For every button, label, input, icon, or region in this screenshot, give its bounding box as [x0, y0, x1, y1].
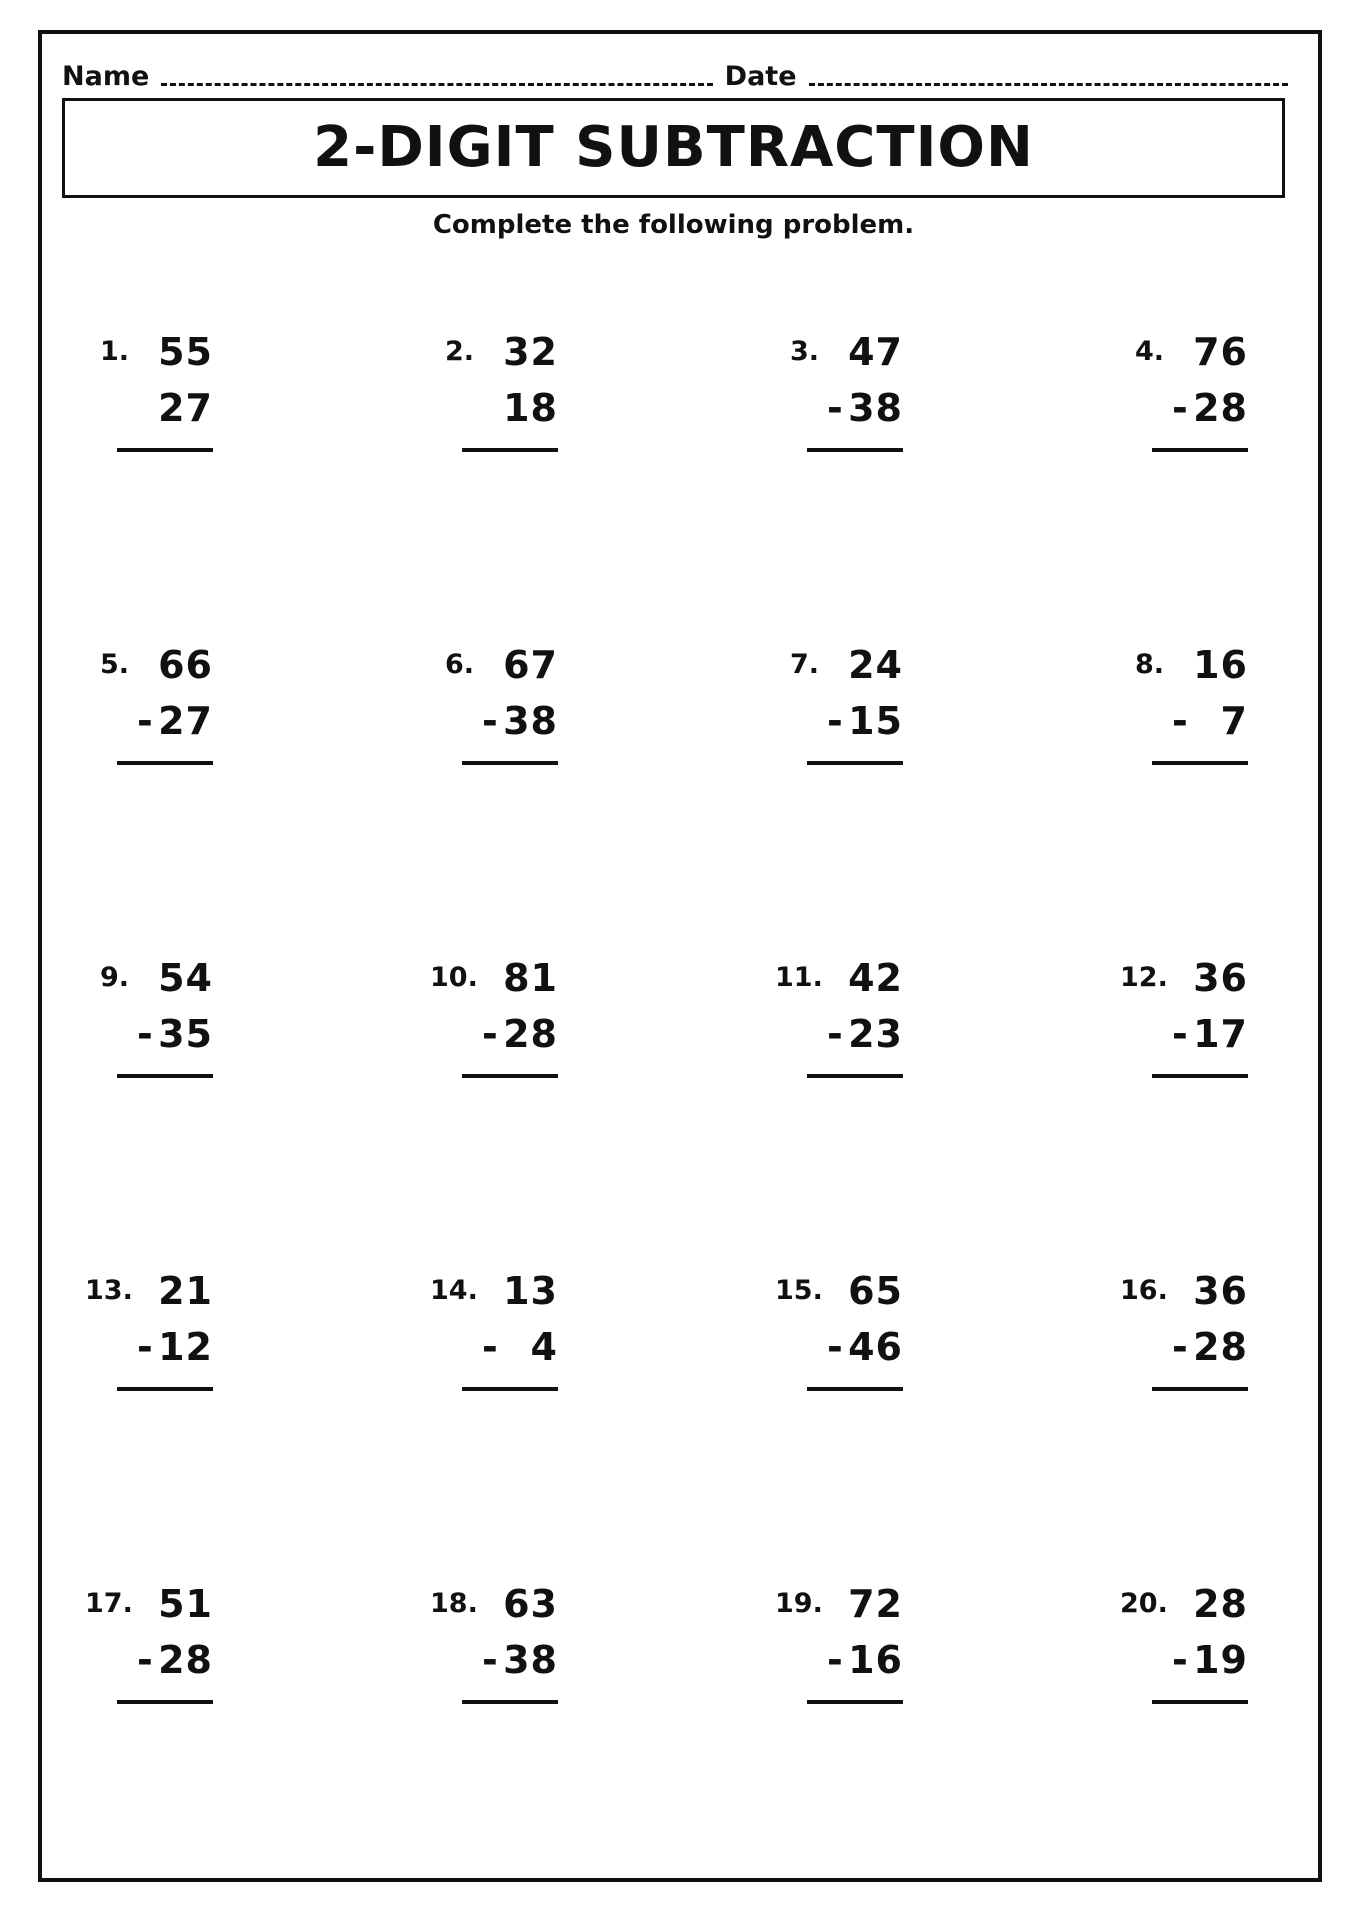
problem: [775, 643, 1120, 956]
answer-line[interactable]: [462, 1074, 558, 1078]
problem: [775, 1582, 1120, 1895]
subtrahend: 35: [158, 1012, 213, 1056]
subtrahend: 17: [1193, 1012, 1248, 1056]
answer-line[interactable]: [117, 1074, 213, 1078]
problem: [1120, 956, 1358, 1269]
subtrahend-row: [827, 1325, 903, 1377]
problem-work: [482, 643, 558, 765]
subtrahend-row: [1172, 1638, 1248, 1690]
problem: [85, 643, 430, 956]
minuend: 21: [158, 1269, 213, 1313]
subtrahend: 12: [158, 1325, 213, 1369]
answer-line[interactable]: [117, 761, 213, 765]
problem-number: 7.: [789, 649, 819, 680]
problem-number: 14.: [430, 1275, 478, 1306]
subtrahend: 28: [158, 1638, 213, 1682]
minuend: 65: [848, 1269, 903, 1313]
answer-line[interactable]: [1152, 761, 1248, 765]
subtrahend: 4: [530, 1325, 558, 1369]
problem-work: [1172, 330, 1248, 452]
problem: [1120, 1582, 1358, 1895]
subtrahend: 38: [848, 386, 903, 430]
problem: [775, 1269, 1120, 1582]
problem-number: 13.: [85, 1275, 133, 1306]
answer-line[interactable]: [807, 761, 903, 765]
problem: [775, 330, 1120, 643]
subtrahend-row: [827, 1012, 903, 1064]
subtrahend: 27: [158, 386, 213, 430]
problem-number: 10.: [430, 962, 478, 993]
problem-work: [827, 1582, 903, 1704]
problem-number: 6.: [444, 649, 474, 680]
subtrahend-row: [1172, 1012, 1248, 1064]
subtrahend: 38: [503, 699, 558, 743]
subtrahend: 28: [1193, 1325, 1248, 1369]
minus-sign: -: [482, 1325, 498, 1369]
answer-line[interactable]: [462, 1700, 558, 1704]
subtrahend-row: [137, 1325, 213, 1377]
minuend: 67: [503, 643, 558, 687]
date-label: Date: [724, 61, 797, 92]
minus-sign: -: [1172, 1012, 1188, 1056]
problem: [430, 330, 775, 643]
problem-number: 8.: [1134, 649, 1164, 680]
subtrahend-row: [137, 1012, 213, 1064]
instructions-text: Complete the following problem.: [432, 210, 915, 240]
minuend: 13: [503, 1269, 558, 1313]
minuend: 51: [158, 1582, 213, 1626]
answer-line[interactable]: [462, 1387, 558, 1391]
minus-sign: -: [137, 1012, 153, 1056]
minuend: 42: [848, 956, 903, 1000]
minuend: 63: [503, 1582, 558, 1626]
minus-sign: -: [137, 1638, 153, 1682]
problem-number: 18.: [430, 1588, 478, 1619]
minuend: 36: [1193, 1269, 1248, 1313]
problem-number: 19.: [775, 1588, 823, 1619]
problem: [85, 330, 430, 643]
problem-number: 16.: [1120, 1275, 1168, 1306]
problem-work: [482, 1582, 558, 1704]
answer-line[interactable]: [462, 448, 558, 452]
subtrahend-row: [482, 1012, 558, 1064]
minus-sign: -: [1172, 1638, 1188, 1682]
problems-grid: [85, 330, 1358, 1895]
answer-line[interactable]: [807, 1387, 903, 1391]
problem-number: 17.: [85, 1588, 133, 1619]
problem-work: [1172, 956, 1248, 1078]
minus-sign: -: [137, 1325, 153, 1369]
minuend: 54: [158, 956, 213, 1000]
answer-line[interactable]: [117, 1387, 213, 1391]
problem-work: [482, 956, 558, 1078]
problem: [430, 956, 775, 1269]
subtrahend: 38: [503, 1638, 558, 1682]
answer-line[interactable]: [462, 761, 558, 765]
title-box: [62, 98, 1285, 198]
problem: [775, 956, 1120, 1269]
minuend: 55: [158, 330, 213, 374]
problem-work: [137, 643, 213, 765]
minuend: 32: [503, 330, 558, 374]
minus-sign: -: [827, 386, 843, 430]
answer-line[interactable]: [1152, 448, 1248, 452]
subtrahend: 19: [1193, 1638, 1248, 1682]
answer-line[interactable]: [1152, 1700, 1248, 1704]
problem-work: [1172, 643, 1248, 765]
minus-sign: -: [1172, 386, 1188, 430]
name-fill-line[interactable]: [161, 83, 712, 86]
problem-number: 5.: [99, 649, 129, 680]
answer-line[interactable]: [1152, 1387, 1248, 1391]
problem: [1120, 643, 1358, 956]
problem-number: 15.: [775, 1275, 823, 1306]
subtrahend-row: [482, 1325, 558, 1377]
subtrahend-row: [827, 1638, 903, 1690]
minuend: 81: [503, 956, 558, 1000]
subtrahend: 15: [848, 699, 903, 743]
page-title: 2-DIGIT SUBTRACTION: [313, 115, 1034, 180]
minuend: 47: [848, 330, 903, 374]
problem: [85, 956, 430, 1269]
problem: [85, 1269, 430, 1582]
minuend: 72: [848, 1582, 903, 1626]
problem-work: [482, 1269, 558, 1391]
answer-line[interactable]: [117, 448, 213, 452]
minus-sign: -: [827, 1325, 843, 1369]
subtrahend: 46: [848, 1325, 903, 1369]
page-border: [38, 30, 1322, 1882]
minus-sign: -: [827, 1638, 843, 1682]
problem: [430, 1269, 775, 1582]
answer-line[interactable]: [807, 1700, 903, 1704]
subtrahend-row: [482, 1638, 558, 1690]
problem-number: 3.: [789, 336, 819, 367]
minus-sign: -: [827, 1012, 843, 1056]
subtrahend-row: [143, 386, 213, 438]
problem-work: [827, 330, 903, 452]
subtrahend-row: [488, 386, 558, 438]
problem-number: 4.: [1134, 336, 1164, 367]
problem-number: 1.: [99, 336, 129, 367]
minuend: 36: [1193, 956, 1248, 1000]
answer-line[interactable]: [807, 1074, 903, 1078]
minuend: 66: [158, 643, 213, 687]
subtrahend-row: [137, 699, 213, 751]
problem-number: 2.: [444, 336, 474, 367]
subtrahend-row: [1172, 699, 1248, 751]
subtrahend: 7: [1220, 699, 1248, 743]
subtrahend-row: [482, 699, 558, 751]
subtrahend: 27: [158, 699, 213, 743]
subtrahend-row: [1172, 386, 1248, 438]
problem-work: [827, 643, 903, 765]
problem-work: [137, 956, 213, 1078]
problem: [430, 643, 775, 956]
minus-sign: -: [137, 699, 153, 743]
subtrahend: 23: [848, 1012, 903, 1056]
minus-sign: -: [482, 1638, 498, 1682]
subtrahend-row: [1172, 1325, 1248, 1377]
subtrahend-row: [827, 386, 903, 438]
problem: [430, 1582, 775, 1895]
problem-work: [137, 1582, 213, 1704]
minus-sign: -: [482, 1012, 498, 1056]
subtrahend-row: [137, 1638, 213, 1690]
problem-work: [827, 956, 903, 1078]
date-fill-line[interactable]: [809, 83, 1288, 86]
problem-work: [1172, 1582, 1248, 1704]
minuend: 24: [848, 643, 903, 687]
answer-line[interactable]: [1152, 1074, 1248, 1078]
subtrahend: 28: [503, 1012, 558, 1056]
problem-number: 11.: [775, 962, 823, 993]
subtrahend-row: [827, 699, 903, 751]
problem-work: [1172, 1269, 1248, 1391]
subtrahend: 28: [1193, 386, 1248, 430]
problem: [1120, 1269, 1358, 1582]
minus-sign: -: [827, 699, 843, 743]
minus-sign: -: [1172, 1325, 1188, 1369]
name-label: Name: [62, 61, 150, 92]
problem-number: 20.: [1120, 1588, 1168, 1619]
problem-number: 9.: [99, 962, 129, 993]
problem-work: [827, 1269, 903, 1391]
problem: [1120, 330, 1358, 643]
minuend: 28: [1193, 1582, 1248, 1626]
minuend: 16: [1193, 643, 1248, 687]
minus-sign: -: [1172, 699, 1188, 743]
minus-sign: -: [482, 699, 498, 743]
minuend: 76: [1193, 330, 1248, 374]
problem-number: 12.: [1120, 962, 1168, 993]
subtrahend: 16: [848, 1638, 903, 1682]
subtrahend: 18: [503, 386, 558, 430]
problem-work: [137, 1269, 213, 1391]
answer-line[interactable]: [117, 1700, 213, 1704]
problem-work: [143, 330, 213, 452]
problem: [85, 1582, 430, 1895]
problem-work: [488, 330, 558, 452]
name-date-row: [62, 54, 1288, 90]
answer-line[interactable]: [807, 448, 903, 452]
